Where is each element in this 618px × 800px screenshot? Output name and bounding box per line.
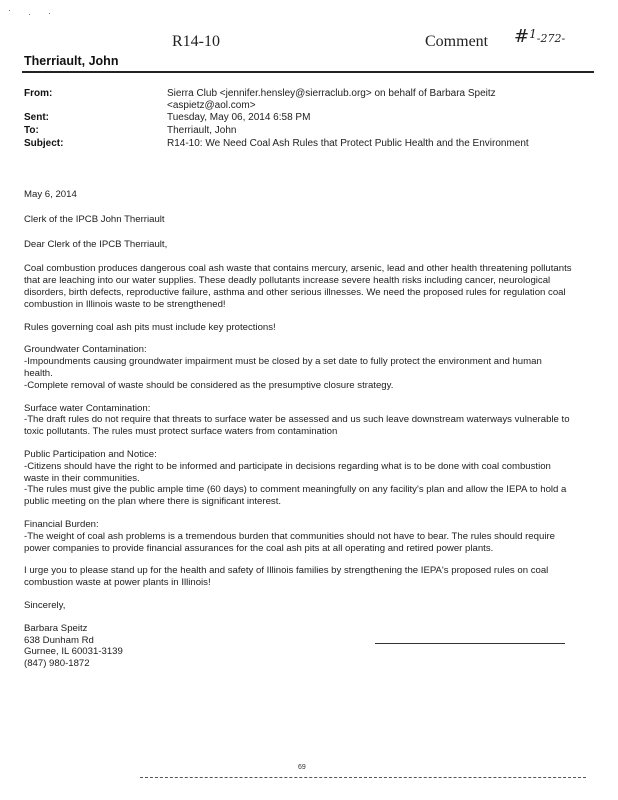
- letter-addressee: Clerk of the IPCB John Therriault: [24, 213, 165, 225]
- letter-signoff: Sincerely,: [24, 599, 66, 611]
- comment-number-sup: 1: [529, 27, 537, 41]
- signer-name: Barbara Speitz: [24, 622, 88, 634]
- public-participation-heading: Public Participation and Notice:: [24, 448, 157, 460]
- scan-speck: ·: [28, 10, 31, 19]
- groundwater-heading: Groundwater Contamination:: [24, 344, 147, 356]
- signer-phone: (847) 980-1872: [24, 658, 90, 670]
- comment-number-hash: #: [514, 26, 530, 47]
- sent-label: Sent:: [24, 112, 49, 123]
- to-label: To:: [24, 125, 39, 136]
- surface-water-heading: Surface water Contamination:: [24, 402, 151, 414]
- scan-speck: ·: [48, 9, 51, 18]
- letter-closing: I urge you to please stand up for the health and safety of Illinois families by strengthening the IEPA's proposed rules on coal combustion waste at power plants in Illinois!: [24, 565, 549, 589]
- public-participation-item: -The rules must give the public ample time (60 days) to comment meaningfully on any facility's plan and allow the IEPA to hold a public meeting on the plan where there is significant interest.: [24, 484, 567, 508]
- to-value: Therriault, John: [167, 125, 237, 136]
- signer-address-line: Gurnee, IL 60031-3139: [24, 646, 123, 658]
- letter-date: May 6, 2014: [24, 189, 77, 200]
- letter-key-protections: Rules governing coal ash pits must include key protections!: [24, 321, 276, 333]
- subject-value: R14-10: We Need Coal Ash Rules that Protect Public Health and the Environment: [167, 138, 529, 149]
- letter-salutation: Dear Clerk of the IPCB Therriault,: [24, 238, 168, 250]
- groundwater-item: -Complete removal of waste should be considered as the presumptive closure strategy.: [24, 379, 394, 391]
- docket-number: R14-10: [172, 33, 220, 50]
- letter-intro: Coal combustion produces dangerous coal ash waste that contains mercury, arsenic, lead and other health threatening pollutants that are leaching into our water supplies. These deadly pollutants increase severe health risks including cancer, neurological disorders, birth defects, reproductive failure, asthma and other serious illnesses. We need the proposed rules for regulation coal combustion in Illinois waste to be strengthened!: [24, 263, 572, 310]
- header-rule: [22, 71, 594, 73]
- from-label: From:: [24, 88, 53, 99]
- surface-water-item: -The draft rules do not require that threats to surface water be assessed and us such leave downstream waterways vulnerable to toxic pollutants. The rules must protect surface waters from contamination: [24, 414, 570, 438]
- comment-number-rest: -272-: [536, 32, 566, 45]
- letter-body: [24, 189, 572, 670]
- groundwater-item: -Impoundments causing groundwater impairment must be closed by a set date to fully protect the environment and human health.: [24, 356, 542, 379]
- from-value: Sierra Club <jennifer.hensley@sierraclub.org> on behalf of Barbara Speitz <aspietz@aol.com>: [167, 88, 496, 111]
- public-participation-item: -Citizens should have the right to be informed and participate in decisions regarding what is to be done with coal combustion waste in their communities.: [24, 460, 551, 484]
- comment-number: [514, 26, 565, 47]
- recipient-name: Therriault, John: [24, 54, 119, 68]
- scan-speck: ·: [8, 6, 11, 15]
- signer-address-line: 638 Dunham Rd: [24, 634, 94, 646]
- page-number: 69: [298, 764, 306, 771]
- financial-burden-item: -The weight of coal ash problems is a tremendous burden that communities should not have to bear. The rules should require power companies to provide financial assurances for the coal ash pits at all operating and retired power plants.: [24, 530, 555, 554]
- sent-value: Tuesday, May 06, 2014 6:58 PM: [167, 112, 311, 123]
- footer-rule: [140, 777, 586, 779]
- scan-underline-mark: [375, 643, 565, 644]
- comment-label: Comment: [425, 33, 489, 50]
- financial-burden-heading: Financial Burden:: [24, 518, 99, 530]
- subject-label: Subject:: [24, 138, 64, 149]
